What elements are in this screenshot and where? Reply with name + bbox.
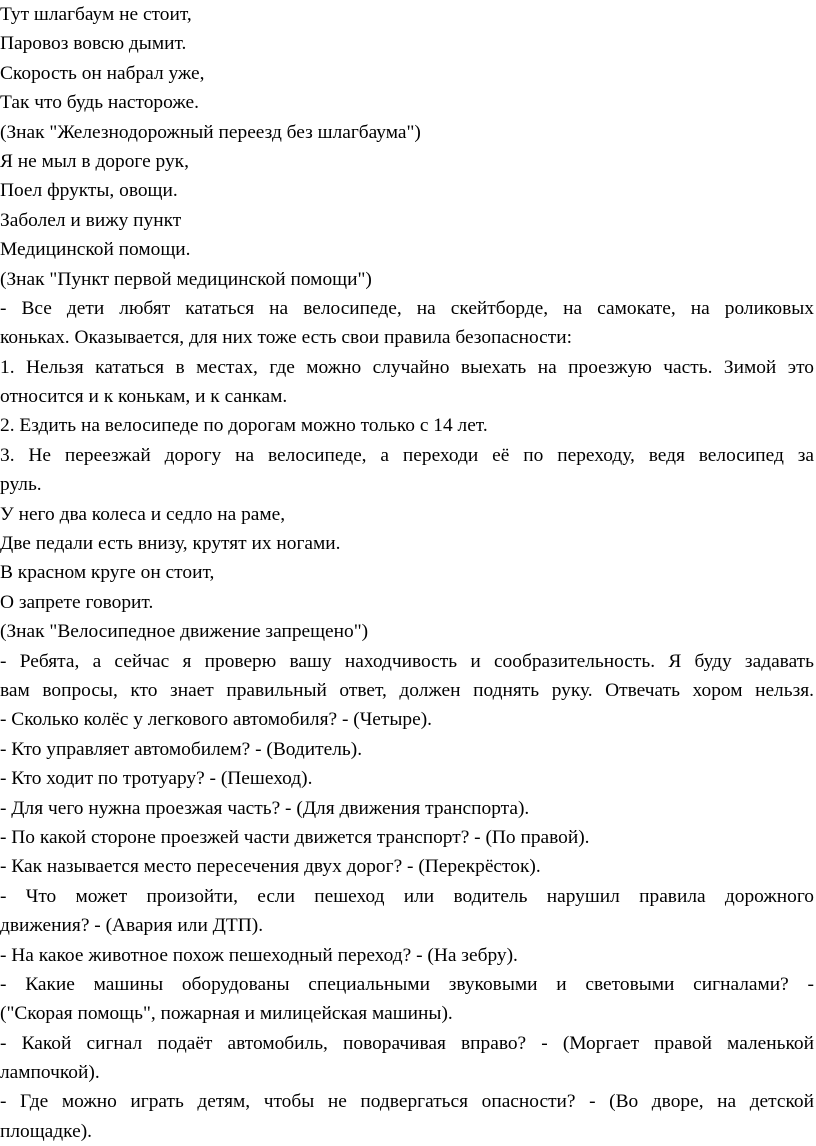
text-line: - Кто ходит по тротуару? - (Пешеход). — [0, 768, 313, 790]
text-line — [0, 1029, 814, 1058]
text-line: движения? - (Авария или ДТП). — [0, 915, 264, 937]
text-line: Поел фрукты, овощи. — [0, 180, 178, 202]
text-line — [0, 441, 814, 470]
text-line-content: - Какие машины оборудованы специальными звуковыми и световыми сигналами? - — [0, 973, 814, 995]
text-line: - Сколько колёс у легкового автомобиля? - (Четыре). — [0, 709, 433, 731]
text-line: - На какое животное похож пешеходный переход? - (На зебру). — [0, 944, 518, 966]
text-line: Две педали есть внизу, крутят их ногами. — [0, 533, 341, 555]
text-line: Паровоз вовсю дымит. — [0, 33, 187, 55]
text-line: В красном круге он стоит, — [0, 562, 215, 584]
text-line: У него два колеса и седло на раме, — [0, 503, 286, 525]
text-line: - Для чего нужна проезжая часть? - (Для движения транспорта). — [0, 797, 530, 819]
text-line — [0, 353, 814, 382]
text-line: Тут шлагбаум не стоит, — [0, 4, 192, 25]
text-line: 2. Ездить на велосипеде по дорогам можно только с 14 лет. — [0, 415, 488, 437]
text-line: Заболел и вижу пункт — [0, 209, 182, 231]
text-line-content: - Какой сигнал подаёт автомобиль, поворачивая вправо? - (Моргает правой маленькой — [0, 1032, 814, 1054]
text-line: - По какой стороне проезжей части движется транспорт? - (По правой). — [0, 826, 590, 848]
text-line-content: - Где можно играть детям, чтобы не подвергаться опасности? - (Во дворе, на детской — [0, 1091, 814, 1113]
text-line: (Знак "Железнодорожный переезд без шлагбаума") — [0, 121, 421, 143]
text-line-content: 1. Нельзя кататься в местах, где можно случайно выехать на проезжую часть. Зимой это — [0, 356, 814, 378]
text-line: относится и к конькам, и к санкам. — [0, 386, 288, 408]
text-line: Скорость он набрал уже, — [0, 62, 205, 84]
text-line-content: - Что может произойти, если пешеход или водитель нарушил правила дорожного — [0, 885, 814, 907]
text-line: руль. — [0, 474, 42, 496]
text-line: Я не мыл в дороге рук, — [0, 150, 189, 172]
text-line: Так что будь настороже. — [0, 92, 199, 114]
text-line-content: вам вопросы, кто знает правильный ответ, должен поднять руку. Отвечать хором нельзя. — [0, 679, 814, 701]
text-line — [0, 676, 814, 705]
text-line — [0, 970, 814, 999]
text-line — [0, 294, 814, 323]
text-line: - Кто управляет автомобилем? - (Водитель). — [0, 738, 363, 760]
text-line: О запрете говорит. — [0, 591, 154, 613]
text-line — [0, 882, 814, 911]
text-line: (Знак "Велосипедное движение запрещено") — [0, 621, 369, 643]
text-line: ("Скорая помощь", пожарная и милицейская машины). — [0, 1003, 453, 1025]
text-line: - Как называется место пересечения двух дорог? - (Перекрёсток). — [0, 856, 541, 878]
text-line — [0, 647, 814, 676]
text-line: Медицинской помощи. — [0, 239, 191, 261]
text-line-content: - Ребята, а сейчас я проверю вашу находчивость и сообразительность. Я буду задавать — [0, 650, 814, 672]
text-line: площадке). — [0, 1120, 93, 1142]
text-line: (Знак "Пункт первой медицинской помощи") — [0, 268, 372, 290]
text-line: коньках. Оказывается, для них тоже есть свои правила безопасности: — [0, 327, 573, 349]
text-line: лампочкой). — [0, 1062, 100, 1084]
text-line-content: - Все дети любят кататься на велосипеде, на скейтборде, на самокате, на роликовых — [0, 297, 814, 319]
text-line-content: 3. Не переезжай дорогу на велосипеде, а переходи её по переходу, ведя велосипед за — [0, 444, 814, 466]
text-line — [0, 1087, 814, 1116]
